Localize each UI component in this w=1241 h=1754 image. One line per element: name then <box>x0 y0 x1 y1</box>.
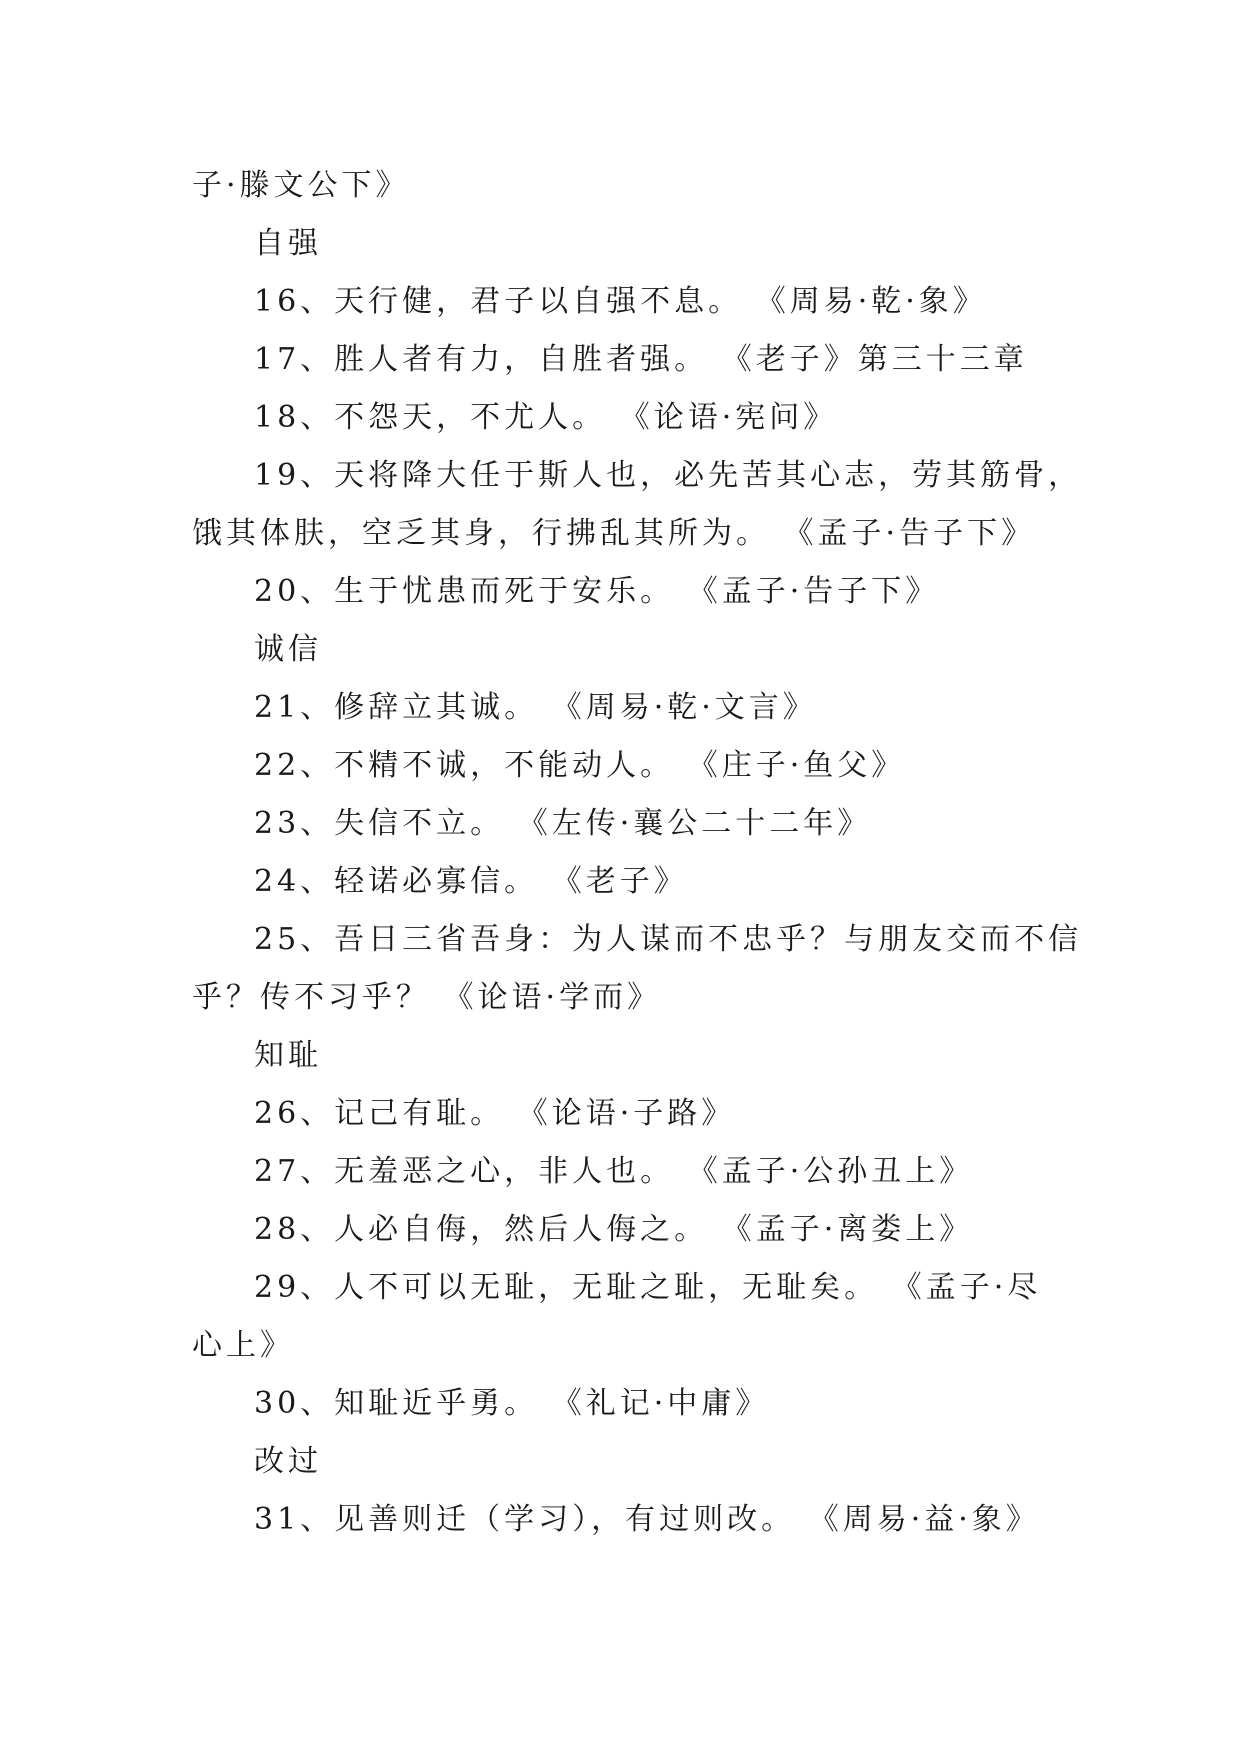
text-line: 30、知耻近乎勇。 《礼记·中庸》 <box>254 1386 770 1421</box>
section-heading-integrity: 诚信 <box>254 632 322 667</box>
text-line: 19、天将降大任于斯人也，必先苦其心志，劳其筋骨， <box>254 458 1083 493</box>
text-line: 心上》 <box>192 1328 294 1363</box>
section-heading-self-improvement: 自强 <box>254 226 322 261</box>
text-line: 28、人必自侮，然后人侮之。 《孟子·离娄上》 <box>254 1212 974 1247</box>
text-line: 18、不怨天，不尤人。 《论语·宪问》 <box>254 400 838 435</box>
text-line: 22、不精不诚，不能动人。 《庄子·鱼父》 <box>254 748 906 783</box>
text-line: 26、记己有耻。 《论语·子路》 <box>254 1096 736 1131</box>
text-line: 21、修辞立其诚。 《周易·乾·文言》 <box>254 690 817 725</box>
text-line: 17、胜人者有力，自胜者强。 《老子》第三十三章 <box>254 342 1028 377</box>
text-line: 29、人不可以无耻，无耻之耻，无耻矣。 《孟子·尽 <box>254 1270 1042 1305</box>
text-line: 24、轻诺必寡信。 《老子》 <box>254 864 688 899</box>
section-heading-correct-mistakes: 改过 <box>254 1444 322 1479</box>
section-heading-shame: 知耻 <box>254 1038 322 1073</box>
text-line: 27、无羞恶之心，非人也。 《孟子·公孙丑上》 <box>254 1154 974 1189</box>
text-line: 16、天行健，君子以自强不息。 《周易·乾·象》 <box>254 284 987 319</box>
text-line: 乎？传不习乎？ 《论语·学而》 <box>192 980 662 1015</box>
text-line: 25、吾日三省吾身：为人谋而不忠乎？与朋友交而不信 <box>254 922 1083 957</box>
text-line: 31、见善则迁（学习），有过则改。 《周易·益·象》 <box>254 1502 1040 1537</box>
text-line: 子·滕文公下》 <box>192 168 410 203</box>
text-line: 23、失信不立。 《左传·襄公二十二年》 <box>254 806 872 841</box>
text-line: 20、生于忧患而死于安乐。 《孟子·告子下》 <box>254 574 940 609</box>
text-line: 饿其体肤，空乏其身，行拂乱其所为。 《孟子·告子下》 <box>192 516 1036 551</box>
document-body <box>192 157 1083 1549</box>
